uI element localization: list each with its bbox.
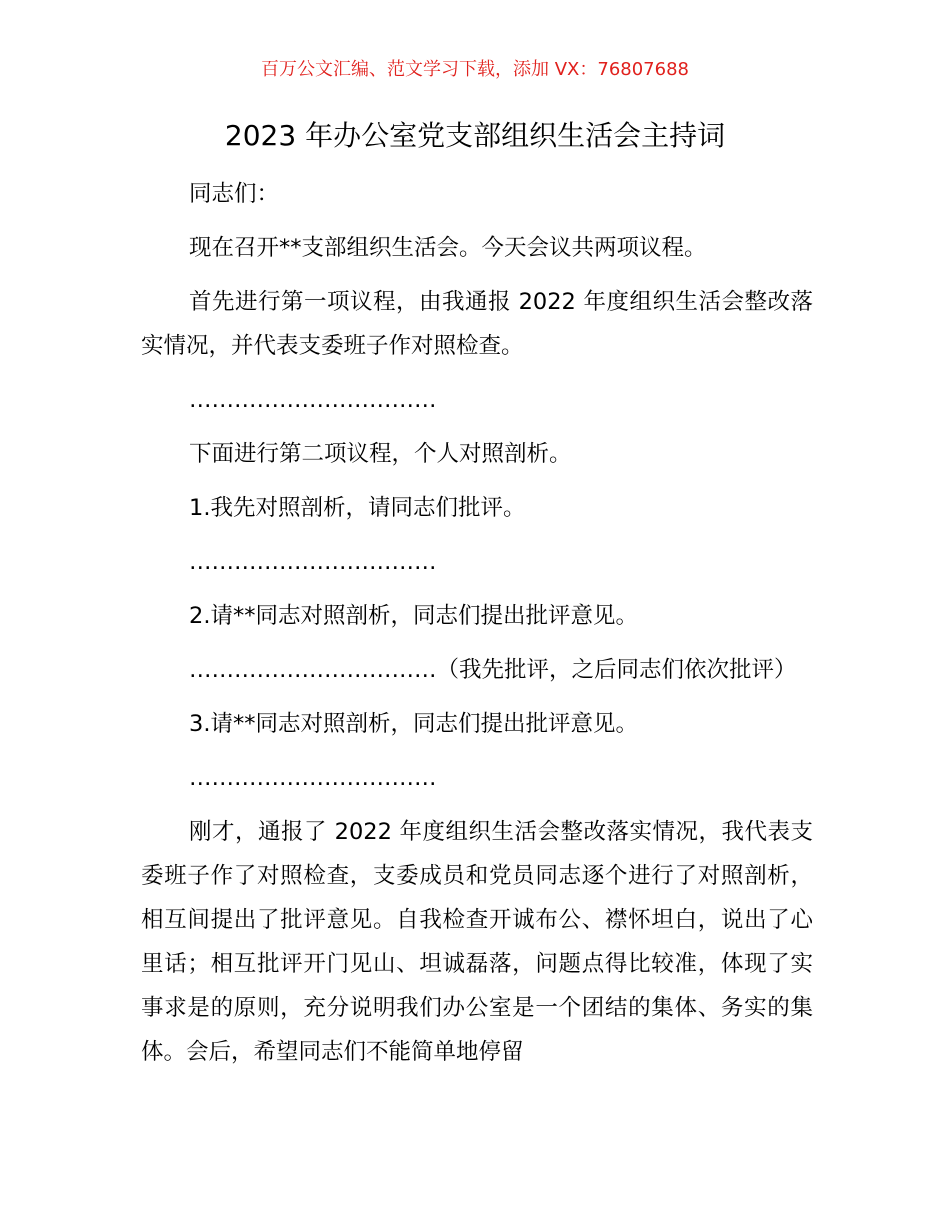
paragraph-opening: 现在召开**支部组织生活会。今天会议共两项议程。 [189,235,707,261]
watermark-header: 百万公文汇编、范文学习下载，添加 VX：76807688 [261,59,689,80]
paragraph-item-two: 2.请**同志对照剖析，同志们提出批评意见。 [189,603,638,629]
paragraph-agenda-one: 首先进行第一项议程，由我通报 2022 年度组织生活会整改落实情况，并代表支委班子作对照检查。 [141,289,813,359]
paragraph-ellipsis: …………………………… [189,765,437,791]
paragraph-salutation: 同志们： [189,181,280,207]
paragraph-ellipsis: …………………………… [189,549,437,575]
paragraph-ellipsis: …………………………… [189,387,437,413]
document-body [141,172,813,1084]
paragraph-item-three: 3.请**同志对照剖析，同志们提出批评意见。 [189,711,638,737]
paragraph-agenda-two: 下面进行第二项议程，个人对照剖析。 [189,441,572,467]
paragraph-summary: 刚才，通报了 2022 年度组织生活会整改落实情况，我代表支委班子作了对照检查，支委成员和党员同志逐个进行了对照剖析，相互间提出了批评意见。自我检查开诚布公、襟怀坦白，说出了心里话；相互批评开门见山、坦诚磊落，问题点得比较准，体现了实事求是的原则，充分说明我们办公室是一个团结的集体、务实的集体。会后，希望同志们不能简单地停留 [141,819,813,1065]
document-title: 2023 年办公室党支部组织生活会主持词 [224,119,726,152]
paragraph-item-one: 1.我先对照剖析，请同志们批评。 [189,495,526,521]
paragraph-criticism-note: ……………………………（我先批评，之后同志们依次批评） [189,657,797,683]
